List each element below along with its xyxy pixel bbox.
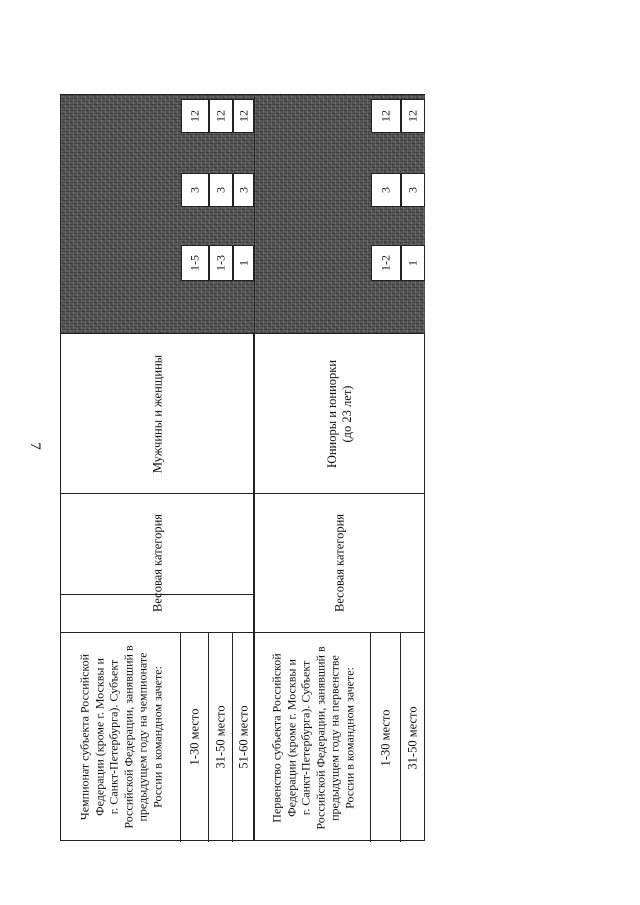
range-value: 1-2 xyxy=(378,255,393,271)
place-cell xyxy=(401,632,425,842)
desc-line: Федерации (кроме г. Москвы и xyxy=(91,658,106,816)
desc-line: г. Санкт-Петербурга). Субъект xyxy=(106,659,120,815)
place-label: 31-50 место xyxy=(213,705,227,769)
group-cell xyxy=(61,333,254,493)
desc-line: Чемпионат субъекта Российской xyxy=(77,653,91,821)
place-label: 31-50 место xyxy=(405,705,420,770)
place-cell xyxy=(181,632,209,842)
group-label: Юниоры и юниорки xyxy=(325,359,339,468)
range-value: 1-3 xyxy=(213,255,228,271)
range-cell xyxy=(181,245,209,281)
total-value: 12 xyxy=(236,110,250,122)
desc-line: Российской Федерации, занявший в xyxy=(312,645,327,830)
desc-line: предыдущем году на чемпионате xyxy=(135,652,149,822)
total-value: 12 xyxy=(187,110,202,122)
desc-line: России в командном зачете: xyxy=(149,666,164,808)
category-cell xyxy=(61,493,254,632)
block-junior xyxy=(254,95,424,840)
total-value: 12 xyxy=(378,110,393,122)
count-value: 3 xyxy=(378,187,393,193)
count-value: 3 xyxy=(213,187,228,193)
count-cell xyxy=(233,173,254,207)
count-value: 3 xyxy=(405,187,420,193)
range-value: 1 xyxy=(236,260,250,266)
place-label: 1-30 место xyxy=(378,709,392,766)
desc-line: г. Санкт-Петербурга). Субъект xyxy=(298,660,312,815)
range-cell xyxy=(401,245,425,281)
count-cell xyxy=(371,173,401,207)
count-value: 3 xyxy=(187,187,202,193)
total-cell xyxy=(209,99,233,133)
range-cell xyxy=(371,245,401,281)
count-cell xyxy=(401,173,425,207)
group-label: Мужчины и женщины xyxy=(150,354,164,473)
total-value: 12 xyxy=(213,110,228,122)
desc-line: России в командном зачете: xyxy=(341,666,356,809)
place-label: 51-60 место xyxy=(236,705,250,769)
category-label: Весовая категория xyxy=(150,513,164,613)
group-label: (до 23 лет) xyxy=(340,385,354,442)
place-label: 1-30 место xyxy=(187,708,201,766)
place-cell xyxy=(209,632,233,842)
page-number: 7 xyxy=(27,442,43,450)
sports-table xyxy=(60,94,425,841)
scanned-dark-area xyxy=(61,95,254,333)
range-value: 1 xyxy=(405,260,420,266)
desc-line: Российской Федерации, занявший в xyxy=(120,645,135,829)
category-label: Весовая категория xyxy=(332,513,347,613)
block-2-description xyxy=(255,632,371,842)
total-cell xyxy=(401,99,425,133)
desc-line: Первенство субъекта Российской xyxy=(269,652,283,823)
block-championship xyxy=(61,95,254,840)
place-cell xyxy=(371,632,401,842)
total-cell xyxy=(181,99,209,133)
total-cell xyxy=(233,99,254,133)
scanned-dark-area xyxy=(255,95,425,333)
range-cell xyxy=(209,245,233,281)
count-cell xyxy=(181,173,209,207)
group-cell xyxy=(255,333,425,493)
block-1-description xyxy=(61,632,181,842)
range-value: 1-5 xyxy=(187,255,202,271)
count-value: 3 xyxy=(236,187,250,193)
total-value: 12 xyxy=(405,110,420,122)
desc-line: Федерации (кроме г. Москвы и xyxy=(283,658,298,817)
total-cell xyxy=(371,99,401,133)
count-cell xyxy=(209,173,233,207)
desc-line: предыдущем году на первенстве xyxy=(327,654,341,821)
range-cell xyxy=(233,245,254,281)
place-cell xyxy=(233,632,254,842)
category-cell xyxy=(255,493,425,632)
